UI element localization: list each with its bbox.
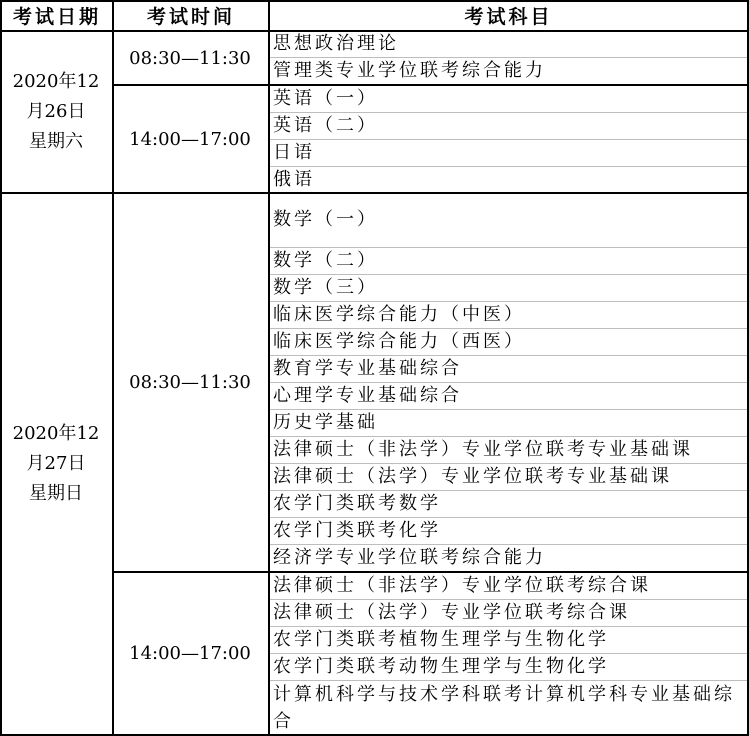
subject-agri-animal-biochem: 农学门类联考动物生理学与生物化学 xyxy=(273,656,609,677)
subject-law-nonlaw-comprehensive: 法律硕士（非法学）专业学位联考综合课 xyxy=(273,575,651,596)
subject-agri-chemistry: 农学门类联考化学 xyxy=(273,520,441,541)
subject-education: 教育学专业基础综合 xyxy=(273,358,462,379)
subject-law-law-basic: 法律硕士（法学）专业学位联考专业基础课 xyxy=(273,466,672,487)
subject-politics: 思想政治理论 xyxy=(273,33,399,54)
date-cell-day1 xyxy=(2,32,110,192)
header-exam-subject: 考试科目 xyxy=(464,6,553,28)
subject-agri-math: 农学门类联考数学 xyxy=(273,493,441,514)
subject-math-1: 数学（一） xyxy=(273,209,378,230)
time-cell-day1-afternoon: 14:00—17:00 xyxy=(129,128,251,150)
subject-history: 历史学基础 xyxy=(273,412,378,433)
date-line: 2020年12 xyxy=(12,71,100,92)
date-cell-day2 xyxy=(2,194,110,734)
time-cell-day2-afternoon: 14:00—17:00 xyxy=(129,643,251,664)
date-line: 月26日 xyxy=(26,101,86,122)
subject-economics-comprehensive: 经济学专业学位联考综合能力 xyxy=(273,547,546,568)
weekday: 星期六 xyxy=(29,131,83,152)
subject-management-comprehensive: 管理类专业学位联考综合能力 xyxy=(273,60,546,81)
subject-english-1: 英语（一） xyxy=(273,88,378,109)
header-exam-date: 考试日期 xyxy=(12,6,101,28)
date-line: 2020年12 xyxy=(12,423,100,444)
subject-agri-plant-biochem: 农学门类联考植物生理学与生物化学 xyxy=(273,629,609,650)
time-cell-day2-morning: 08:30—11:30 xyxy=(129,372,251,393)
subject-math-3: 数学（三） xyxy=(273,277,378,298)
subject-english-2: 英语（二） xyxy=(273,115,378,136)
header-exam-time: 考试时间 xyxy=(146,6,235,28)
subject-russian: 俄语 xyxy=(273,169,315,190)
date-line: 月27日 xyxy=(26,453,86,474)
subject-law-nonlaw-basic: 法律硕士（非法学）专业学位联考专业基础课 xyxy=(273,439,693,460)
subject-clinical-western: 临床医学综合能力（西医） xyxy=(273,331,525,352)
subject-math-2: 数学（二） xyxy=(273,250,378,271)
subject-psychology: 心理学专业基础综合 xyxy=(273,385,462,406)
weekday: 星期日 xyxy=(29,483,83,504)
time-cell-day1-morning: 08:30—11:30 xyxy=(129,47,251,69)
subject-computer-science: 计算机科学与技术学科联考计算机学科专业基础综合 xyxy=(273,684,735,732)
subject-japanese: 日语 xyxy=(273,142,315,163)
subject-law-law-comprehensive: 法律硕士（法学）专业学位联考综合课 xyxy=(273,602,630,623)
subject-clinical-tcm: 临床医学综合能力（中医） xyxy=(273,304,525,325)
